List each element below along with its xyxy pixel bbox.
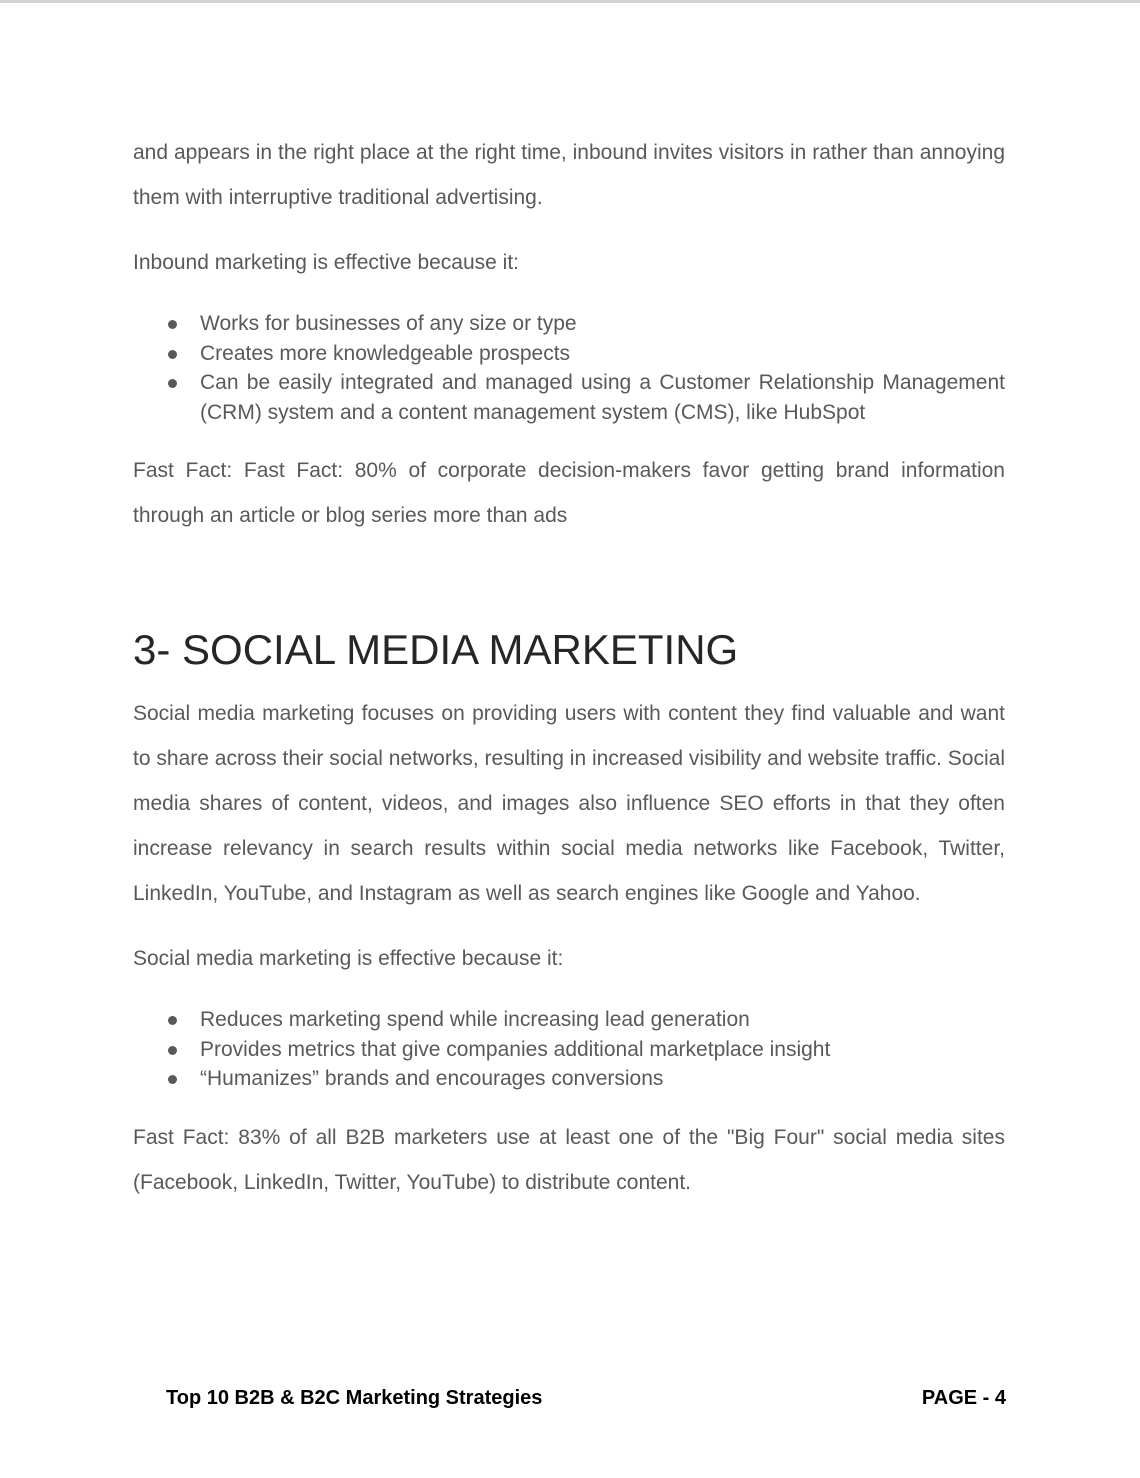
social-benefits-list (133, 1005, 1005, 1094)
footer-page-number: PAGE - 4 (921, 1387, 1006, 1409)
list-item-text: “Humanizes” brands and encourages conversions (200, 1067, 664, 1090)
bullet-icon (168, 350, 177, 359)
social-media-paragraph: Social media marketing focuses on providing users with content they find valuable and want to share across their social networks, resulting in increased visibility and website traffic. Social media shares of content, videos, and images also influence SEO efforts in that they often increase relevancy in search results within social media networks like Facebook, Twitter, LinkedIn, YouTube, and Instagram as well as search engines like Google and Yahoo. (133, 702, 1005, 905)
list-item-text: Reduces marketing spend while increasing lead generation (200, 1008, 750, 1031)
page-footer (166, 1384, 1006, 1412)
list-item (133, 1035, 1005, 1065)
social-fast-fact: Fast Fact: 83% of all B2B marketers use at least one of the "Big Four" social media sites (Facebook, LinkedIn, Twitter, YouTube) to distribute content. (133, 1125, 1005, 1194)
inbound-effective-lead: Inbound marketing is effective because it: (133, 251, 520, 274)
list-item-text: Works for businesses of any size or type (200, 312, 577, 335)
document-body (133, 130, 1005, 1205)
list-item-text: Creates more knowledgeable prospects (200, 341, 571, 365)
bullet-icon (168, 1075, 177, 1084)
footer-document-title: Top 10 B2B & B2C Marketing Strategies (166, 1387, 543, 1409)
list-item (133, 1064, 1005, 1094)
page-top-border (0, 0, 1140, 3)
bullet-icon (168, 320, 177, 329)
list-item-text: Can be easily integrated and managed using a Customer Relationship Management (CRM) system and a content management system (CMS), like HubSpot (200, 371, 1005, 424)
list-item (133, 1005, 1005, 1035)
inbound-benefits-list (133, 309, 1005, 427)
list-item (133, 339, 1005, 369)
intro-paragraph: and appears in the right place at the right time, inbound invites visitors in rather than annoying them with interruptive traditional advertising. (133, 141, 1005, 209)
bullet-icon (168, 1046, 177, 1055)
list-item-text: Provides metrics that give companies additional marketplace insight (200, 1037, 831, 1061)
list-item (133, 309, 1005, 339)
section-heading: 3- SOCIAL MEDIA MARKETING (133, 626, 739, 673)
social-effective-lead: Social media marketing is effective because it: (133, 947, 564, 970)
bullet-icon (168, 379, 177, 388)
inbound-fast-fact: Fast Fact: Fast Fact: 80% of corporate decision-makers favor getting brand information through an article or blog series more than ads (133, 459, 1005, 527)
bullet-icon (168, 1016, 177, 1025)
list-item (133, 368, 1005, 427)
